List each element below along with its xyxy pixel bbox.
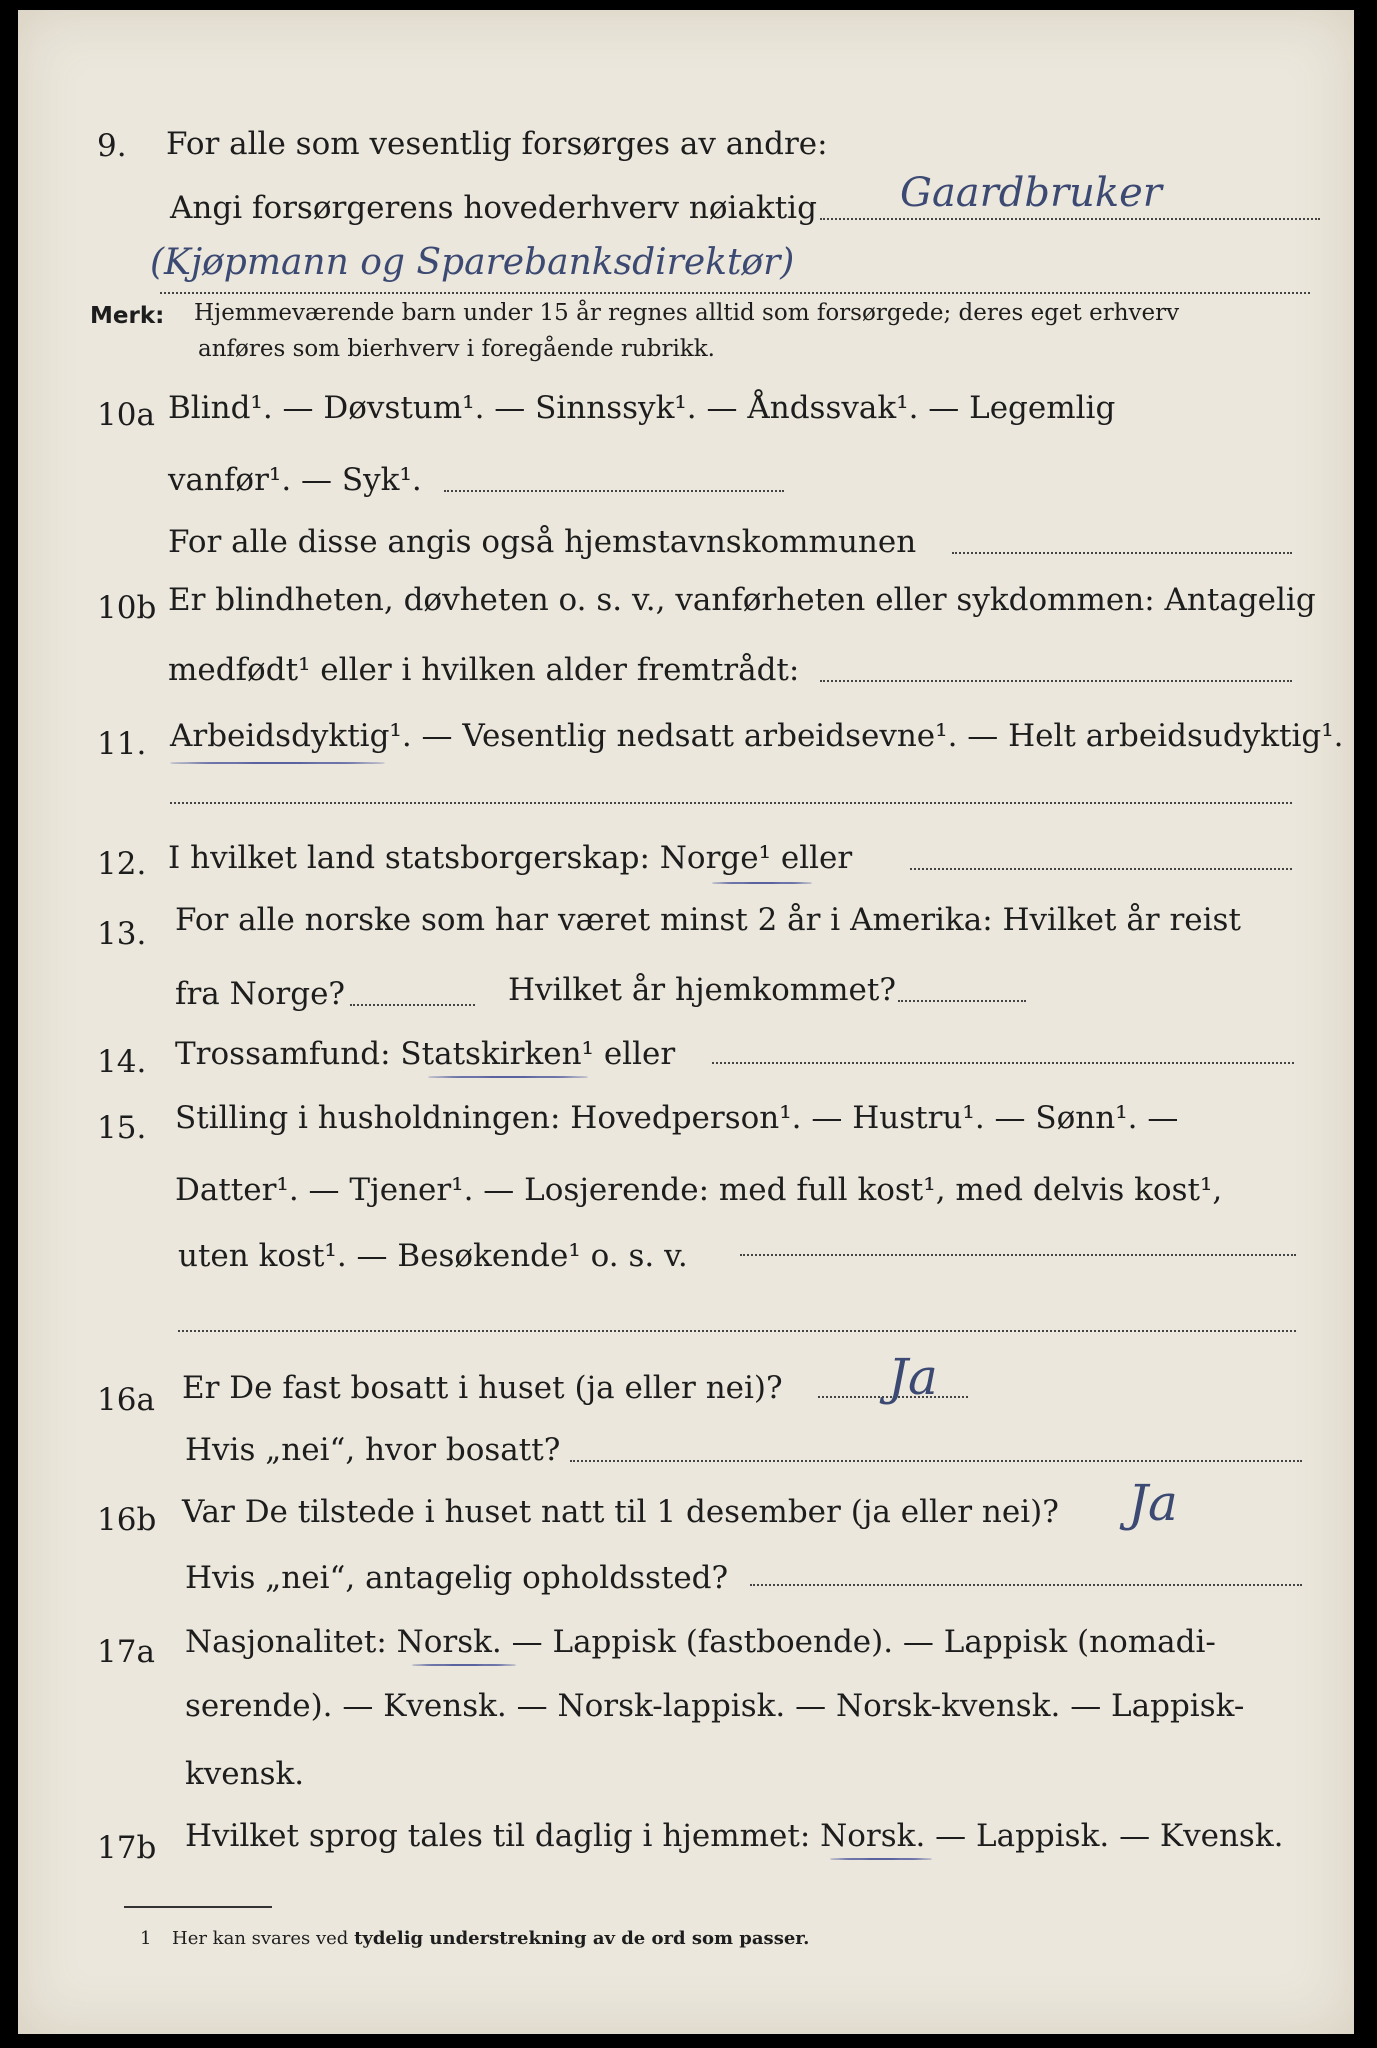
merk-line1: Hjemmeværende barn under 15 år regnes alltid som forsørgede; deres eget erhverv (194, 300, 1180, 326)
q9-handwritten-occupation-2: (Kjøpmann og Sparebanksdirektør) (150, 242, 795, 283)
q16a-handwritten-answer: Ja (888, 1348, 938, 1406)
q15-line3: uten kost¹. — Besøkende¹ o. s. v. (178, 1238, 688, 1274)
q11-dotted-line (170, 802, 1292, 804)
q16a-line1: Er De fast bosatt i huset (ja eller nei)? (182, 1370, 783, 1406)
footnote-rule (124, 1906, 272, 1908)
q16b-line2: Hvis „nei“, antagelig opholdssted? (185, 1560, 729, 1596)
q9-dotted-line (820, 218, 1320, 220)
q17a-line1: Nasjonalitet: Norsk. — Lappisk (fastboende). — Lappisk (nomadi- (185, 1624, 1216, 1660)
q17b-underline-norsk (830, 1858, 932, 1860)
merk-line2: anføres som bierhverv i foregående rubrikk. (198, 336, 715, 362)
q16a-line2: Hvis „nei“, hvor bosatt? (185, 1432, 561, 1468)
q17a-number: 17a (97, 1634, 155, 1670)
q13-line1: For alle norske som har været minst 2 år i Amerika: Hvilket år reist (175, 902, 1241, 938)
q15-number: 15. (97, 1110, 147, 1146)
q16a-number: 16a (97, 1382, 155, 1418)
q10a-dotted-line (444, 490, 784, 492)
q16b-dotted-line (750, 1584, 1302, 1586)
q10b-line2: medfødt¹ eller i hvilken alder fremtrådt: (168, 652, 800, 688)
q11-underline-arbeidsdyktig (170, 762, 385, 764)
q16b-number: 16b (97, 1502, 157, 1538)
q15-dotted-line-2 (178, 1330, 1296, 1332)
q9-line2: Angi forsørgerens hovederhverv nøiaktig (170, 190, 817, 226)
q9-line1: For alle som vesentlig forsørges av andre: (166, 126, 828, 162)
q14-line1: Trossamfund: Statskirken¹ eller (175, 1036, 676, 1072)
q12-underline-norge (712, 882, 812, 884)
q17a-line2: serende). — Kvensk. — Norsk-lappisk. — Norsk-kvensk. — Lappisk- (185, 1688, 1245, 1724)
footnote-text-a: Her kan svares ved (172, 1928, 349, 1949)
q12-number: 12. (97, 846, 147, 882)
q16a-dotted-line-2 (570, 1460, 1302, 1462)
q9-dotted-line-2 (160, 292, 1310, 294)
q13-line2b: Hvilket år hjemkommet? (508, 972, 896, 1008)
q13-dotted-line-b (898, 1000, 1026, 1002)
q15-dotted-line (740, 1254, 1296, 1256)
q9-handwritten-occupation: Gaardbruker (900, 170, 1162, 216)
q14-underline-statskirken (428, 1076, 588, 1078)
q14-dotted-line (712, 1062, 1294, 1064)
q10a-line3: For alle disse angis også hjemstavnskommunen (168, 524, 917, 560)
footnote (140, 1928, 810, 1949)
q10a-number: 10a (97, 397, 155, 433)
q16b-line1: Var De tilstede i huset natt til 1 desember (ja eller nei)? (182, 1494, 1059, 1530)
q15-line1: Stilling i husholdningen: Hovedperson¹. — Hustru¹. — Sønn¹. — (175, 1100, 1179, 1136)
q11-number: 11. (97, 726, 147, 762)
q16b-handwritten-answer: Ja (1128, 1474, 1178, 1532)
q17a-underline-norsk (412, 1664, 516, 1666)
q17b-number: 17b (97, 1830, 157, 1866)
q10a-line1: Blind¹. — Døvstum¹. — Sinnssyk¹. — Åndssvak¹. — Legemlig (168, 390, 1116, 426)
q17b-line1: Hvilket sprog tales til daglig i hjemmet: Norsk. — Lappisk. — Kvensk. (185, 1818, 1284, 1854)
q12-dotted-line (910, 868, 1292, 870)
q14-number: 14. (97, 1044, 147, 1080)
q15-line2: Datter¹. — Tjener¹. — Losjerende: med full kost¹, med delvis kost¹, (175, 1172, 1223, 1208)
q10a-dotted-line-2 (952, 552, 1292, 554)
q13-line2a: fra Norge? (175, 976, 346, 1012)
q10b-dotted-line (820, 680, 1292, 682)
q17a-line3: kvensk. (185, 1756, 305, 1792)
q13-dotted-line-a (350, 1004, 475, 1006)
q10a-line2: vanfør¹. — Syk¹. (168, 462, 422, 498)
q13-number: 13. (97, 916, 147, 952)
q10b-line1: Er blindheten, døvheten o. s. v., vanførheten eller sykdommen: Antagelig (168, 582, 1316, 618)
merk-label: Merk: (90, 303, 165, 329)
footnote-text-b: tydelig understrekning av de ord som passer. (354, 1928, 810, 1949)
q9-number: 9. (97, 128, 127, 164)
q11-line1: Arbeidsdyktig¹. — Vesentlig nedsatt arbeidsevne¹. — Helt arbeidsudyktig¹. (170, 718, 1344, 754)
q12-line1: I hvilket land statsborgerskap: Norge¹ eller (168, 840, 853, 876)
footnote-mark: 1 (140, 1928, 152, 1949)
q10b-number: 10b (97, 590, 157, 626)
